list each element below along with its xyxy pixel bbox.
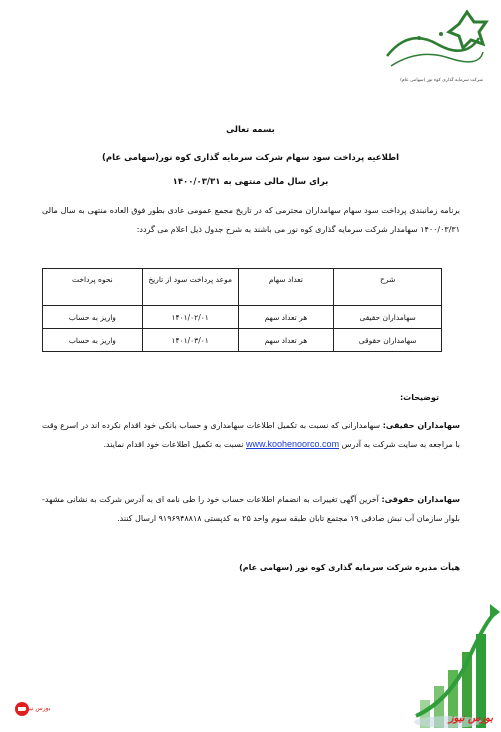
note-text: آخرین آگهی تغییرات به انضمام اطلاعات حساب خود را طی نامه ای به آدرس شرکت به نشانی مشهد- بلوار سازمان آب نبش صادقی ۱۹ مجتمع تابان طبقه سوم واحد ۲۵ به کدپستی ۹۱۹۶۹۴۸۸۱۸ ارسال کنند. — [42, 495, 460, 523]
note-text: نسبت به تکمیل اطلاعات خود اقدام نمایند. — [103, 440, 244, 449]
bismillah-heading: بسمه تعالی — [226, 125, 275, 135]
brand-watermark: بورس نیوز — [448, 713, 493, 724]
table-cell: سهامداران حقوقی — [334, 329, 442, 352]
dividend-table — [42, 268, 442, 352]
logo-emblem-icon — [379, 8, 491, 80]
board-signature: هیأت مدیره شرکت سرمایه گذاری کوه نور (سهامی عام) — [239, 563, 460, 572]
note-legal-shareholders — [42, 490, 460, 528]
table-cell: هر تعداد سهم — [238, 306, 334, 329]
growth-chart-graphic — [410, 590, 501, 732]
table-row — [43, 306, 442, 329]
table-header-row — [43, 269, 442, 306]
page-subtitle: برای سال مالی منتهی به ۱۴۰۰/۰۳/۳۱ — [172, 177, 329, 187]
table-cell: هر تعداد سهم — [238, 329, 334, 352]
note-individual-shareholders — [42, 416, 460, 454]
column-header-payment-method: نحوه پرداخت — [43, 269, 143, 306]
company-logo — [379, 8, 491, 88]
logo-caption: شرکت سرمایه گذاری کوه نور (سهامی عام) — [400, 78, 483, 83]
table-cell: واریز به حساب — [43, 329, 143, 352]
table-cell: سهامداران حقیقی — [334, 306, 442, 329]
note-text: سهامدارانی که نسبت به تکمیل اطلاعات سهامداری و حساب بانکی خود اقدام نکرده اند در اسرع وقت با مراجعه به سایت شرکت به آدرس — [42, 421, 460, 449]
column-header-description: شرح — [334, 269, 442, 306]
intro-paragraph: برنامه زمانبندی پرداخت سود سهام سهامداران محترمی که در تاریخ مجمع عمومی عادی بطور فوق العاده منتهی به سال مالی ۱۴۰۰/۰۳/۳۱ سهامدار شرکت سرمایه گذاری کوه نور می باشند به شرح جدول ذیل اعلام می گردد: — [42, 206, 460, 234]
table-row — [43, 329, 442, 352]
page-title: اطلاعیه پرداخت سود سهام شرکت سرمایه گذاری کوه نور(سهامی عام) — [102, 153, 399, 163]
table-cell: ۱۴۰۱/۰۳/۰۱ — [142, 329, 238, 352]
table-cell: ۱۴۰۱/۰۲/۰۱ — [142, 306, 238, 329]
company-website-link[interactable]: www.koohenoorco.com — [246, 439, 340, 449]
table-cell: واریز به حساب — [43, 306, 143, 329]
note-label: سهامداران حقیقی: — [382, 421, 460, 430]
column-header-payment-date: موعد پرداخت سود از تاریخ — [142, 269, 238, 306]
stamp-label: بورس نیوز — [24, 705, 51, 712]
notes-heading: توضیحات: — [399, 393, 439, 402]
note-label: سهامداران حقوقی: — [381, 495, 461, 504]
column-header-share-count: تعداد سهام — [238, 269, 334, 306]
